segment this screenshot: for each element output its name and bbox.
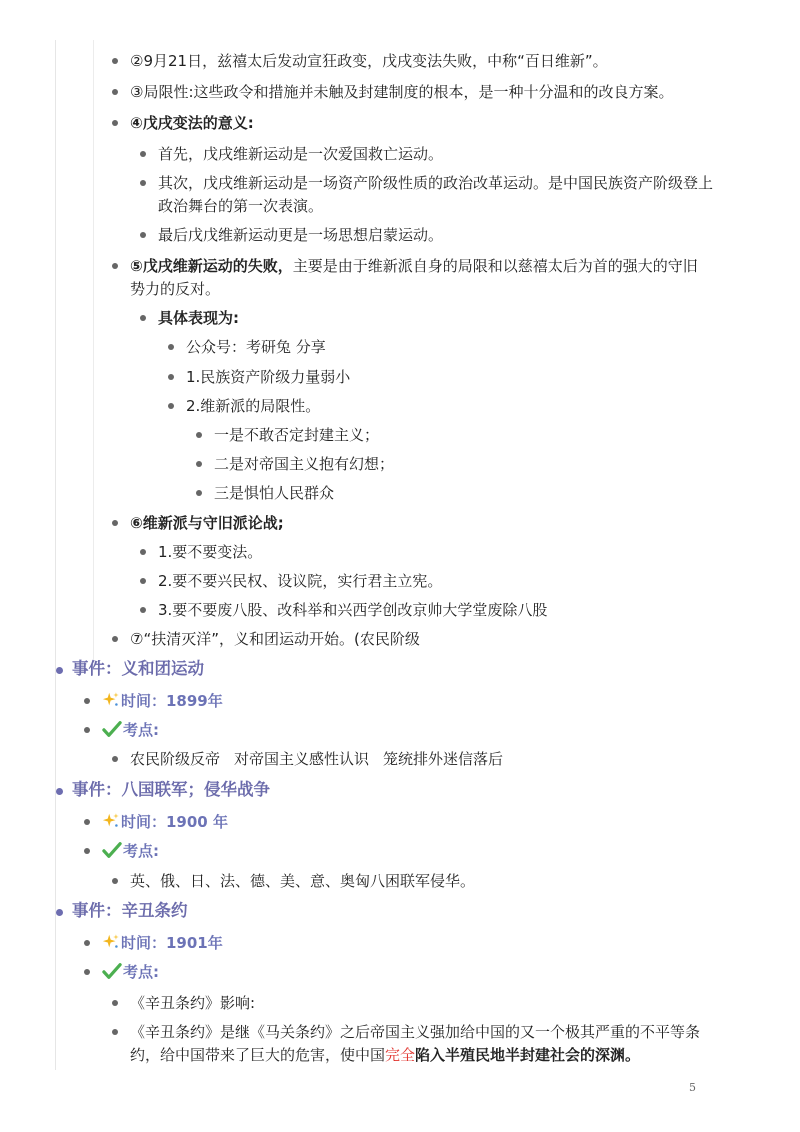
check-mark-icon <box>102 720 122 738</box>
page-number: 5 <box>689 1081 696 1094</box>
sparkles-icon <box>102 812 120 830</box>
check-mark-icon <box>102 841 122 859</box>
check-mark-icon <box>102 962 122 980</box>
outline-guide-line-inner <box>93 40 94 660</box>
sparkles-icon <box>102 933 120 951</box>
outline-guide-line <box>55 40 56 1070</box>
document-page: ②9月21日，兹禧太后发动宣狂政变，戊戌变法失败，中称“百日维新”。 ③局限性:这些政令和措施并未触及封建制度的根本，是一种十分温和的改良方案。 ④戊戌变法的意义: 首先，戊戌维新运动是一次爱国救亡运动。 其次，戊戌维新运动是一场资产阶级性质的政治改革运动。是中国民族资产阶级登上 政治舞台的第一次表演。 最后戊戊维新运动更是一场思想启蒙运动。 ⑤戊戌维新运动的失败，主要是由于维新派自身的局限和以慈禧太后为首的强大的守旧 势力的反对。 具体表现为: 公众号：考研兔 分享 1.民族资产阶级力量弱小 2.维新派的局限性。 一是不敢否定封建主义； 二是对帝国主义抱有幻想； 三是惧怕人民群众 ⑥维新派与守旧派论战; 1.要不要变法。 2.要不要兴民权、设议院，实行君主立宪。 3.要不要废八股、改科举和兴西学创改京帅大学堂废除八股 ⑦“扶清灭洋”，义和团运动开始。(农民阶级 事件：义和团运动 时间：1899年 考点: 农民阶级反帝 对帝国主义感性认识 笼统排外迷信落后 事件：八国联军；侵华战争 时间：1900 年 考点: 英、俄、日、法、德、美、意、奥匈八困联军侵华。 事件：辛丑条约 时间：1901年 考点: 《辛丑条约》影响: 《辛丑条约》是继《马关条约》之后帝国主义强加给中国的又一个极其严重的不平等条 约，给中国带来了巨大的危害，使中国完全陷入半殖民地半封建社会的深渊。 5 <box>0 0 800 1132</box>
sparkles-icon <box>102 691 120 709</box>
